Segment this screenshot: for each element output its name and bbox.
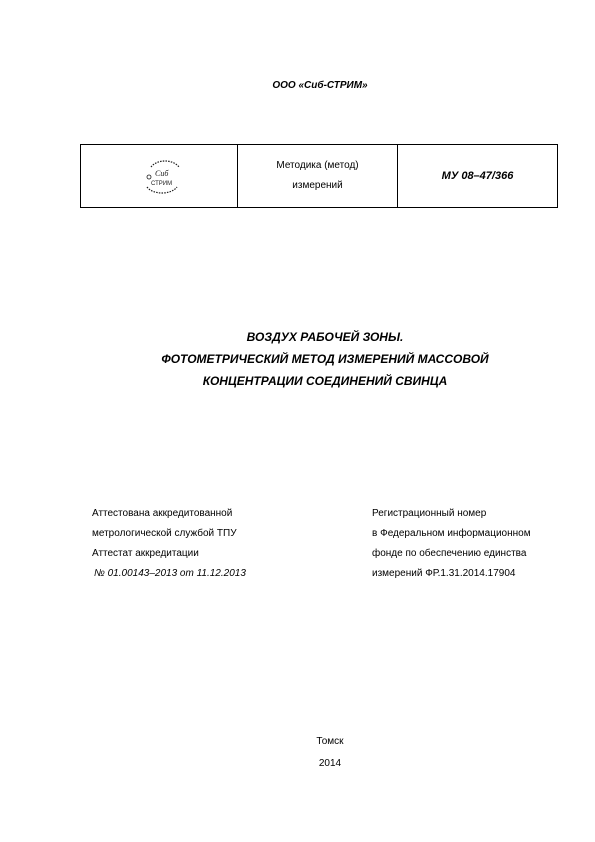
registration-line-2: в Федеральном информационном xyxy=(372,528,531,539)
attestation-line-3: Аттестат аккредитации xyxy=(92,548,199,559)
method-label-line2: измерений xyxy=(292,180,343,191)
attestation-line-2: метрологической службой ТПУ xyxy=(92,528,237,539)
method-cell xyxy=(238,145,398,207)
attestation-line-1: Аттестована аккредитованной xyxy=(92,508,233,519)
title-line-1: ВОЗДУХ РАБОЧЕЙ ЗОНЫ. xyxy=(246,330,404,344)
organization-name: ООО «Сиб-СТРИМ» xyxy=(272,80,368,91)
header-table xyxy=(80,144,558,208)
footer-city: Томск xyxy=(316,736,344,747)
registration-line-3: фонде по обеспечению единства xyxy=(372,548,527,559)
title-line-2: ФОТОМЕТРИЧЕСКИЙ МЕТОД ИЗМЕРЕНИЙ МАССОВОЙ xyxy=(161,352,489,366)
logo-cell xyxy=(81,145,238,207)
footer-year: 2014 xyxy=(318,758,342,769)
sib-strim-logo-icon xyxy=(143,157,183,195)
document-title xyxy=(0,326,595,392)
document-code-cell xyxy=(398,145,557,207)
attestation-block xyxy=(92,504,246,584)
logo-text-top: Сиб xyxy=(155,169,169,178)
registration-number: измерений ФР.1.31.2014.17904 xyxy=(372,568,516,579)
registration-block xyxy=(372,504,531,584)
document-code: МУ 08–47/366 xyxy=(441,170,514,182)
method-label-line1: Методика (метод) xyxy=(276,160,359,171)
attestation-certificate-number: № 01.00143–2013 от 11.12.2013 xyxy=(94,568,246,579)
registration-line-1: Регистрационный номер xyxy=(372,508,487,519)
title-line-3: КОНЦЕНТРАЦИИ СОЕДИНЕНИЙ СВИНЦА xyxy=(202,374,448,388)
footer xyxy=(0,731,595,775)
logo-text-bottom: СТРИМ xyxy=(151,181,173,187)
